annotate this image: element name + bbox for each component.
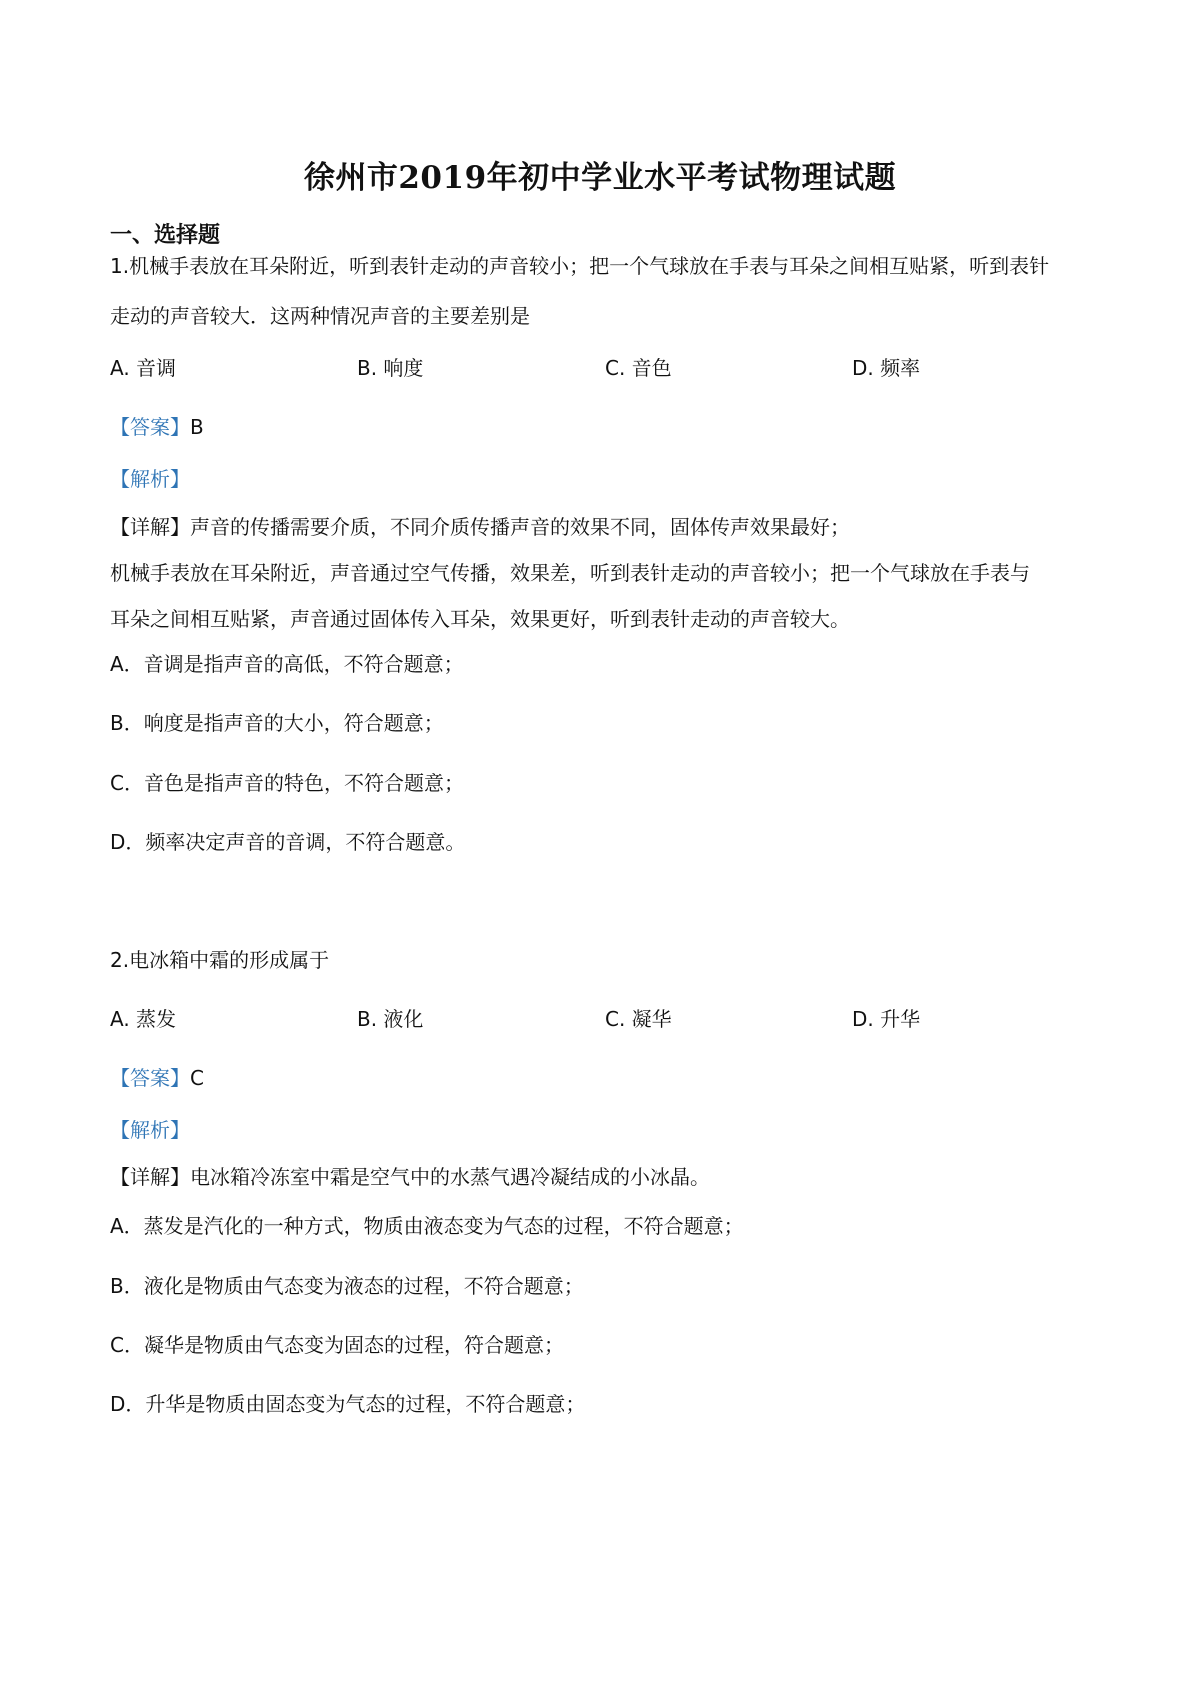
question-1-option-b: B. 响度 <box>357 356 424 380</box>
question-1-stem-line-2: 走动的声音较大．这两种情况声音的主要差别是 <box>110 304 530 328</box>
answer-value: B <box>190 415 204 439</box>
question-2-stem-line-1: 2.电冰箱中霜的形成属于 <box>110 948 330 972</box>
question-1-explanation-d: D．频率决定声音的音调，不符合题意。 <box>110 830 466 854</box>
page-title: 徐州市2019年初中学业水平考试物理试题 <box>303 160 897 196</box>
question-2-option-b: B. 液化 <box>357 1007 424 1031</box>
question-2-option-a: A. 蒸发 <box>110 1007 177 1031</box>
question-1-explanation-b: B．响度是指声音的大小，符合题意； <box>110 711 444 735</box>
answer-value: C <box>190 1066 204 1090</box>
question-2-answer <box>110 1064 204 1092</box>
question-1-answer <box>110 413 204 441</box>
question-1-detail-line-1: 【详解】声音的传播需要介质，不同介质传播声音的效果不同，固体传声效果最好； <box>110 515 850 539</box>
question-1-option-a: A. 音调 <box>110 356 177 380</box>
section-heading: 一、选择题 <box>110 223 221 248</box>
question-2-explanation-c: C．凝华是物质由气态变为固态的过程，符合题意； <box>110 1333 564 1357</box>
question-2-detail-line-1: 【详解】电冰箱冷冻室中霜是空气中的水蒸气遇冷凝结成的小冰晶。 <box>110 1165 710 1189</box>
question-1-stem-line-1: 1.机械手表放在耳朵附近，听到表针走动的声音较小；把一个气球放在手表与耳朵之间相互贴紧，听到表针 <box>110 254 1050 278</box>
question-2-option-c: C. 凝华 <box>605 1007 672 1031</box>
question-1-detail-line-3: 耳朵之间相互贴紧，声音通过固体传入耳朵，效果更好，听到表针走动的声音较大。 <box>110 607 850 631</box>
question-2-explanation-d: D．升华是物质由固态变为气态的过程，不符合题意； <box>110 1392 586 1416</box>
question-1-analysis-tag: 【解析】 <box>110 467 190 491</box>
answer-tag: 【答案】 <box>110 415 190 439</box>
answer-tag: 【答案】 <box>110 1066 190 1090</box>
question-1-explanation-c: C．音色是指声音的特色，不符合题意； <box>110 771 464 795</box>
question-2-analysis-tag: 【解析】 <box>110 1118 190 1142</box>
question-2-explanation-a: A．蒸发是汽化的一种方式，物质由液态变为气态的过程，不符合题意； <box>110 1214 744 1238</box>
question-1-explanation-a: A．音调是指声音的高低，不符合题意； <box>110 652 464 676</box>
question-1-detail-line-2: 机械手表放在耳朵附近，声音通过空气传播，效果差，听到表针走动的声音较小；把一个气球放在手表与 <box>110 561 1030 585</box>
question-2-option-d: D. 升华 <box>852 1007 921 1031</box>
question-2-explanation-b: B．液化是物质由气态变为液态的过程，不符合题意； <box>110 1274 584 1298</box>
question-1-option-d: D. 频率 <box>852 356 921 380</box>
question-1-option-c: C. 音色 <box>605 356 672 380</box>
